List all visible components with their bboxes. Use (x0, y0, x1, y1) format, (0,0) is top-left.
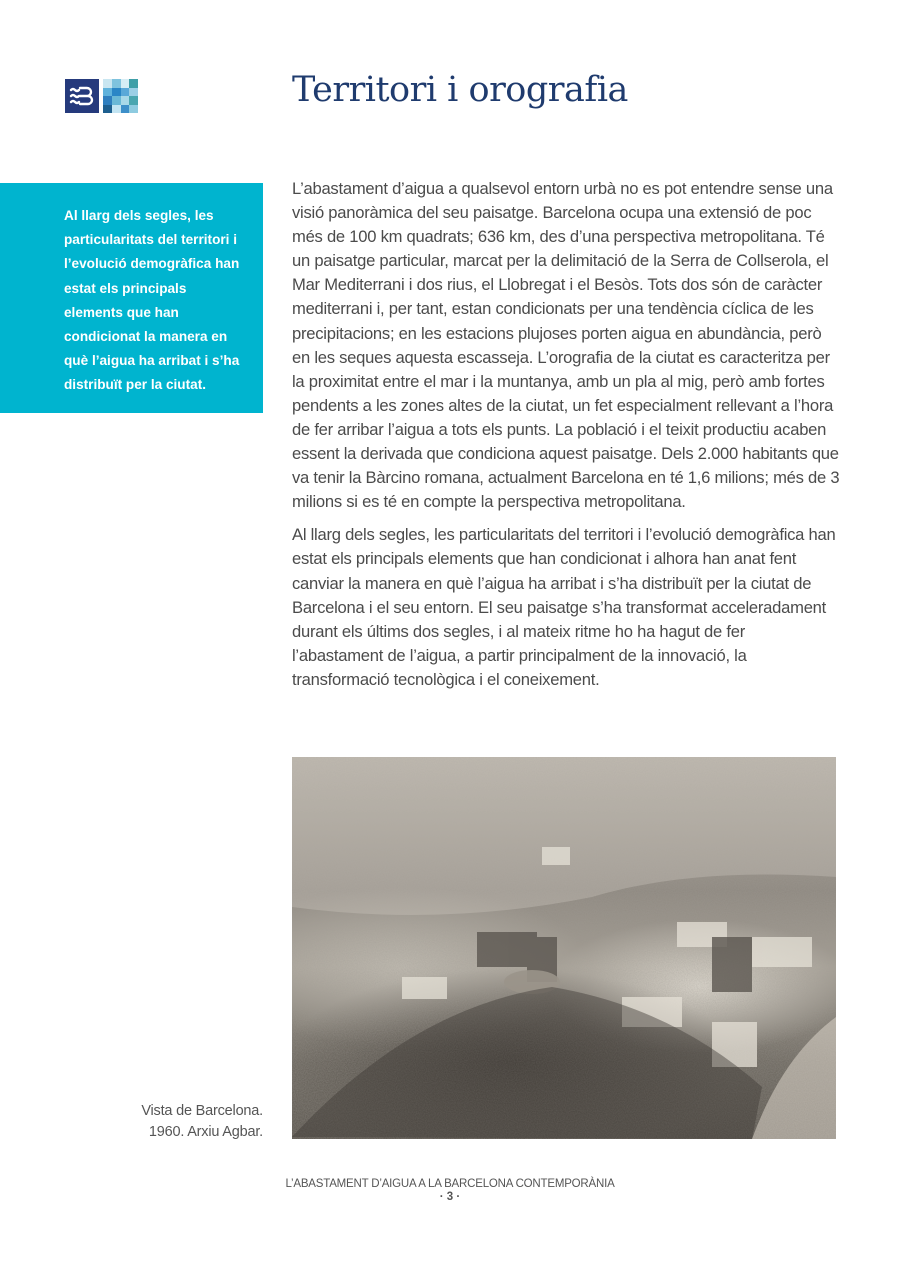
photo-caption (141, 1101, 263, 1143)
page-title: Territori i orografia (292, 70, 628, 110)
agbar-logo (65, 79, 138, 113)
page-footer (0, 1178, 900, 1203)
aerial-photo-barcelona (292, 757, 836, 1139)
agbar-logo-icon (65, 79, 99, 113)
logo-pixel (129, 88, 138, 97)
logo-pixel (121, 105, 130, 114)
logo-pixel (121, 88, 130, 97)
body-paragraph: L’abastament d’aigua a qualsevol entorn urbà no es pot entendre sense una visió panoràmica del seu paisatge. Barcelona ocupa una extensió de poc més de 100 km quadrats; 636 km, des d’una perspectiva metropolitana. Té un paisatge particular, marcat per la delimitació de la Serra de Collserola, el Mar Mediterrani i dos rius, el Llobregat i el Besòs. Tots dos són de caràcter mediterrani i, per tant, estan condicionats per una tendència cíclica de les precipitacions; en les estacions plujoses porten aigua en abundància, però en les seques aquesta escasseja. L’orografia de la ciutat es caracteritza per la proximitat entre el mar i la muntanya, amb un pla al mig, però amb fortes pendents a les zones altes de la ciutat, un fet especialment rellevant a l’hora de fer arribar l’aigua a tots els punts. La població i el teixit productiu acaben essent la derivada que condiciona aquest paisatge. Dels 2.000 habitants que va tenir la Bàrcino romana, actualment Barcelona en té 1,6 milions; més de 3 milions si es té en compte la perspectiva metropolitana. (292, 179, 840, 512)
logo-pixel (103, 88, 112, 97)
photo-illustration (292, 757, 836, 1139)
logo-pixel (112, 96, 121, 105)
caption-line: Vista de Barcelona. (141, 1103, 263, 1119)
logo-pixel (103, 79, 112, 88)
logo-pixel (112, 79, 121, 88)
logo-pixel (112, 105, 121, 114)
pull-quote-text: Al llarg dels segles, les particularitats del territori i l’evolució demogràfica han estat els principals elements que han condicionat la manera en què l’aigua ha arribat i s’ha distribuït per la ciutat. (64, 208, 240, 393)
logo-pixel (121, 79, 130, 88)
page-number: · 3 · (439, 1191, 461, 1203)
logo-pixel (112, 88, 121, 97)
logo-pixel-grid (103, 79, 138, 113)
logo-pixel (129, 96, 138, 105)
body-paragraph: Al llarg dels segles, les particularitats del territori i l’evolució demogràfica han estat els principals elements que han condicionat i alhora han anat fent canviar la manera en què l’aigua ha arribat i s’ha distribuït per la ciutat de Barcelona i el seu entorn. El seu paisatge s’ha transformat acceleradament durant els últims dos segles, i al mateix ritme ho ha hagut de fer l’abastament de l’aigua, a partir principalment de la innovació, la transformació tecnològica i el coneixement. (292, 525, 836, 689)
logo-pixel (121, 96, 130, 105)
logo-pixel (103, 105, 112, 114)
logo-pixel (103, 96, 112, 105)
caption-line: 1960. Arxiu Agbar. (148, 1124, 263, 1140)
logo-pixel (129, 105, 138, 114)
article-body (292, 177, 840, 701)
logo-pixel (129, 79, 138, 88)
pull-quote-box (0, 183, 263, 413)
publication-title: L’ABASTAMENT D’AIGUA A LA BARCELONA CONTEMPORÀNIA (285, 1178, 615, 1190)
